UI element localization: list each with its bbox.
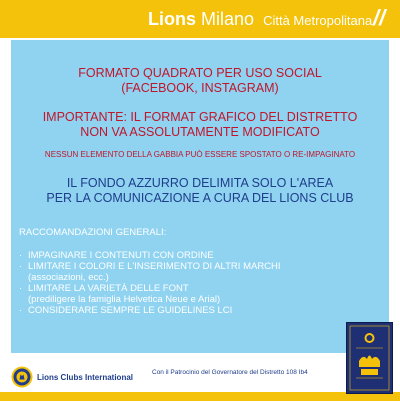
- blue-area-note-line-2: PER LA COMUNICAZIONE A CURA DEL LIONS CLUB: [46, 191, 354, 205]
- recommendation-text: LIMITARE LA VARIETÀ DELLE FONT: [28, 283, 189, 294]
- recommendation-text: LIMITARE I COLORI E L'INSERIMENTO DI ALTRI MARCHI: [28, 261, 281, 272]
- recommendation-item: [19, 261, 359, 272]
- format-note-line-2: (FACEBOOK, INSTAGRAM): [121, 81, 279, 95]
- district-badge-icon: [346, 322, 393, 394]
- recommendation-item: [19, 250, 359, 261]
- recommendation-subnote: (prediligere la famiglia Helvetica Neue e Arial): [28, 294, 221, 305]
- top-brand-bar: [0, 0, 400, 38]
- bullet-icon: ·: [19, 305, 23, 316]
- lions-clubs-international-name: Lions Clubs International: [37, 373, 134, 382]
- recommendation-text: IMPAGINARE I CONTENUTI CON ORDINE: [28, 250, 214, 261]
- communication-area: [11, 40, 389, 353]
- brand-lions: Lions: [148, 9, 196, 29]
- bottom-brand-bar: [0, 392, 400, 401]
- bullet-icon: ·: [19, 283, 23, 294]
- bullet-icon: ·: [19, 250, 23, 261]
- blue-area-note-line-1: IL FONDO AZZURRO DELIMITA SOLO L'AREA: [66, 176, 334, 190]
- bullet-icon: ·: [19, 261, 23, 272]
- important-note-line-2: NON VA ASSOLUTAMENTE MODIFICATO: [80, 125, 320, 139]
- recommendations-title: RACCOMANDAZIONI GENERALI:: [19, 227, 167, 238]
- recommendation-text: CONSIDERARE SEMPRE LE GUIDELINES LCI: [28, 305, 233, 316]
- important-note-line-1: IMPORTANTE: IL FORMAT GRAFICO DEL DISTRETTO: [42, 110, 358, 124]
- brand-title: [148, 9, 372, 31]
- lions-emblem-icon: [11, 366, 33, 388]
- district-badge-artwork: [347, 323, 392, 393]
- recommendation-item: [19, 305, 359, 316]
- recommendation-subnote: (associazioni, ecc.): [28, 272, 109, 283]
- recommendations-list: [19, 250, 359, 316]
- brand-slash-mark: //: [373, 5, 386, 30]
- no-move-note: NESSUN ELEMENTO DELLA GABBIA PUÒ ESSERE SPOSTATO O RE-IMPAGINATO: [44, 150, 356, 159]
- patronage-note: Con il Patrocinio del Governatore del Distretto 108 Ib4: [152, 369, 308, 376]
- format-note-line-1: FORMATO QUADRATO PER USO SOCIAL: [78, 66, 322, 80]
- recommendation-item: [19, 283, 359, 294]
- brand-city: Milano: [201, 9, 255, 29]
- brand-subtitle: Città Metropolitana: [263, 13, 373, 28]
